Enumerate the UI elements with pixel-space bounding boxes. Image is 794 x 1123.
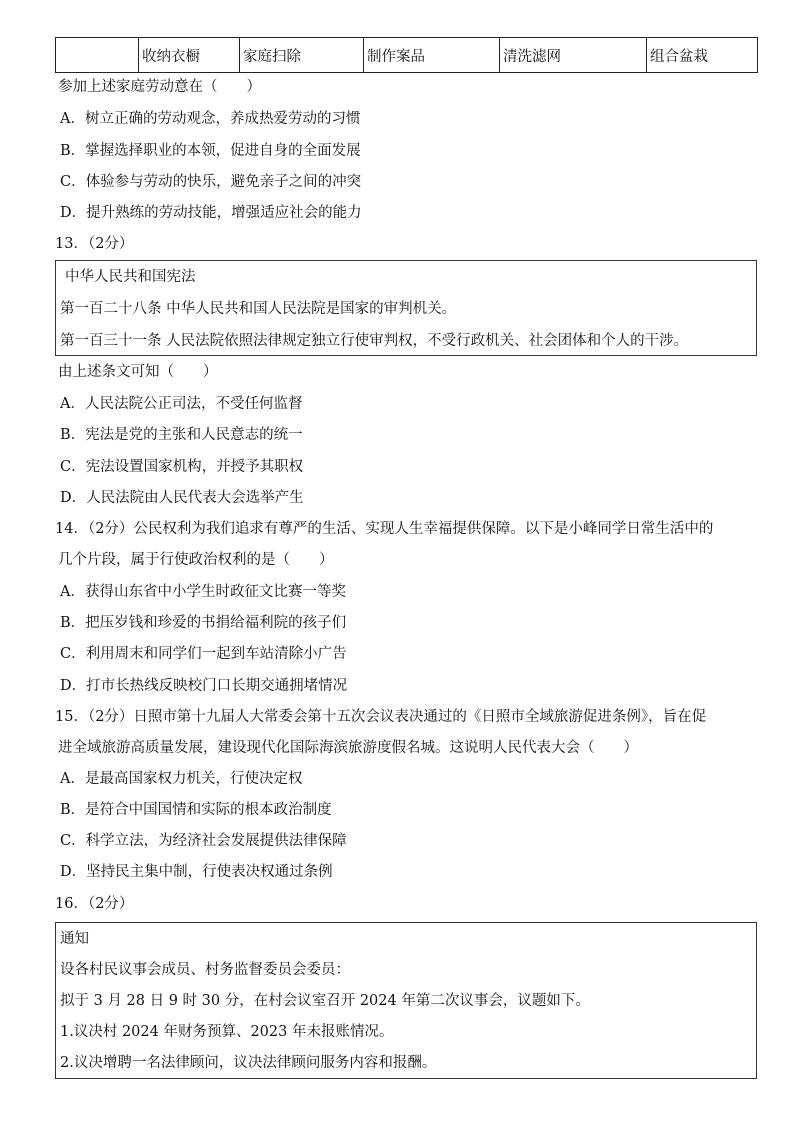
q12-option-b[interactable]: B．掌握选择职业的本领，促进自身的全面发展 xyxy=(60,143,361,159)
q15-option-a[interactable]: A．是最高国家权力机关，行使决定权 xyxy=(60,771,303,787)
q13-constitution-box xyxy=(55,260,757,356)
table-cell: 清洗滤网 xyxy=(500,38,647,73)
labor-activities-table xyxy=(55,37,758,73)
q15-stem-line2: 进全域旅游高质量发展，建设现代化国际海滨旅游度假名城。这说明人民代表大会（ ） xyxy=(58,740,638,756)
q16-notice-line: 2.议决增聘一名法律顾问，议决法律顾问服务内容和报酬。 xyxy=(60,1055,437,1071)
q16-notice-title: 通知 xyxy=(60,931,89,947)
table-cell: 制作案品 xyxy=(364,38,500,73)
q16-number: 16．（2分） xyxy=(55,896,134,912)
table-cell: 组合盆栽 xyxy=(647,38,758,73)
q16-notice-box xyxy=(55,922,757,1079)
q12-option-c[interactable]: C．体验参与劳动的快乐，避免亲子之间的冲突 xyxy=(60,174,362,190)
q13-box-line: 第一百三十一条 人民法院依照法律规定独立行使审判权，不受行政机关、社会团体和个人的干涉。 xyxy=(60,333,689,349)
q12-stem: 参加上述家庭劳动意在（ ） xyxy=(58,79,261,95)
q13-option-d[interactable]: D．人民法院由人民代表大会选举产生 xyxy=(60,490,304,506)
q16-notice-line: 拟于 3 月 28 日 9 时 30 分，在村会议室召开 2024 年第二次议事会，议题如下。 xyxy=(60,993,590,1009)
q15-option-b[interactable]: B．是符合中国国情和实际的根本政治制度 xyxy=(60,802,332,818)
q13-box-title: 中华人民共和国宪法 xyxy=(65,269,196,285)
q14-stem-line1: 14．（2分）公民权利为我们追求有尊严的生活、实现人生幸福提供保障。以下是小峰同学日常生活中的 xyxy=(55,521,714,537)
q12-option-a[interactable]: A．树立正确的劳动观念，养成热爱劳动的习惯 xyxy=(60,111,361,127)
q15-stem-line1: 15．（2分）日照市第十九届人大常委会第十五次会议表决通过的《日照市全域旅游促进条例》，旨在促 xyxy=(55,709,707,725)
q13-option-b[interactable]: B．宪法是党的主张和人民意志的统一 xyxy=(60,427,303,443)
q13-option-a[interactable]: A．人民法院公正司法，不受任何监督 xyxy=(60,396,303,412)
table-cell: 收纳衣橱 xyxy=(139,38,240,73)
table-cell: 家庭扫除 xyxy=(240,38,364,73)
q13-number: 13．（2分） xyxy=(55,236,134,252)
q13-option-c[interactable]: C．宪法设置国家机构，并授予其职权 xyxy=(60,459,304,475)
q13-stem: 由上述条文可知（ ） xyxy=(58,364,218,380)
q16-notice-line: 1.议决村 2024 年财务预算、2023 年未报账情况。 xyxy=(60,1024,394,1040)
q13-box-line: 第一百二十八条 中华人民共和国人民法院是国家的审判机关。 xyxy=(60,301,457,317)
q14-option-c[interactable]: C．利用周末和同学们一起到车站清除小广告 xyxy=(60,646,347,662)
q14-option-d[interactable]: D．打市长热线反映校门口长期交通拥堵情况 xyxy=(60,678,348,694)
q14-stem-line2: 几个片段，属于行使政治权利的是（ ） xyxy=(58,552,334,568)
q15-option-c[interactable]: C．科学立法，为经济社会发展提供法律保障 xyxy=(60,833,347,849)
q16-notice-line: 设各村民议事会成员、村务监督委员会委员： xyxy=(60,962,350,978)
table-row xyxy=(56,38,758,73)
table-cell xyxy=(56,38,139,73)
q14-option-b[interactable]: B．把压岁钱和珍爱的书捐给福利院的孩子们 xyxy=(60,615,347,631)
q14-option-a[interactable]: A．获得山东省中小学生时政征文比赛一等奖 xyxy=(60,584,346,600)
q15-option-d[interactable]: D．坚持民主集中制，行使表决权通过条例 xyxy=(60,864,333,880)
q12-option-d[interactable]: D．提升熟练的劳动技能，增强适应社会的能力 xyxy=(60,205,362,221)
